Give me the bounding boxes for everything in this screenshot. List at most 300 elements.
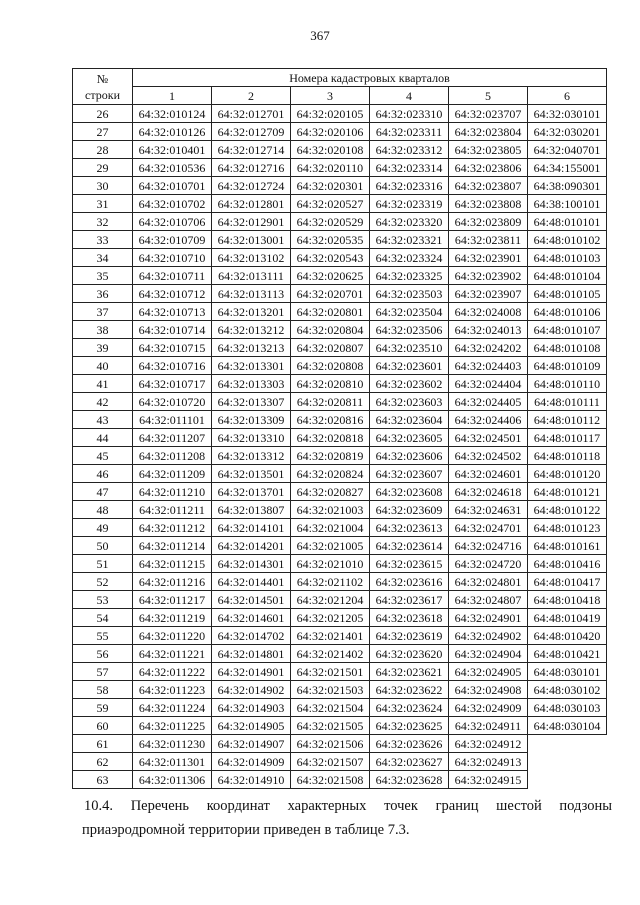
cadastral-number-cell: 64:32:013309 xyxy=(212,411,291,429)
cadastral-number-cell: 64:32:024909 xyxy=(449,699,528,717)
row-number-cell: 44 xyxy=(73,429,133,447)
cadastral-number-cell: 64:48:010417 xyxy=(528,573,607,591)
row-number-cell: 63 xyxy=(73,771,133,789)
cadastral-number-cell: 64:38:100101 xyxy=(528,195,607,213)
cadastral-number-cell: 64:48:030102 xyxy=(528,681,607,699)
row-number-cell: 46 xyxy=(73,465,133,483)
cadastral-number-cell: 64:32:013212 xyxy=(212,321,291,339)
table-row xyxy=(73,231,607,249)
cadastral-number-cell: 64:32:014601 xyxy=(212,609,291,627)
cadastral-number-cell: 64:32:021505 xyxy=(291,717,370,735)
table-row xyxy=(73,303,607,321)
cadastral-number-cell: 64:32:024905 xyxy=(449,663,528,681)
table-row xyxy=(73,177,607,195)
table-row xyxy=(73,285,607,303)
table-row xyxy=(73,609,607,627)
table-body xyxy=(73,105,607,789)
row-number-cell: 36 xyxy=(73,285,133,303)
cadastral-number-cell: 64:32:012701 xyxy=(212,105,291,123)
cadastral-number-cell: 64:32:023608 xyxy=(370,483,449,501)
cadastral-number-cell: 64:48:010108 xyxy=(528,339,607,357)
cadastral-number-cell: 64:32:011217 xyxy=(133,591,212,609)
paragraph-word: границ xyxy=(435,798,479,814)
row-number-cell: 60 xyxy=(73,717,133,735)
table-row xyxy=(73,699,607,717)
cadastral-number-cell: 64:48:010105 xyxy=(528,285,607,303)
cadastral-number-cell: 64:32:011207 xyxy=(133,429,212,447)
cadastral-number-cell: 64:32:013111 xyxy=(212,267,291,285)
cadastral-number-cell: 64:32:014901 xyxy=(212,663,291,681)
cadastral-number-cell: 64:32:020807 xyxy=(291,339,370,357)
row-number-cell: 49 xyxy=(73,519,133,537)
cadastral-number-cell: 64:32:014201 xyxy=(212,537,291,555)
cadastral-number-cell: 64:48:010122 xyxy=(528,501,607,519)
cadastral-number-cell: 64:32:023808 xyxy=(449,195,528,213)
cadastral-number-cell: 64:32:024403 xyxy=(449,357,528,375)
table-row xyxy=(73,501,607,519)
cadastral-number-cell: 64:32:023902 xyxy=(449,267,528,285)
empty-cell xyxy=(528,735,607,753)
cadastral-number-cell: 64:32:011214 xyxy=(133,537,212,555)
cadastral-number-cell: 64:32:014905 xyxy=(212,717,291,735)
row-number-cell: 31 xyxy=(73,195,133,213)
paragraph-word: 10.4. xyxy=(84,798,113,814)
row-number-cell: 41 xyxy=(73,375,133,393)
table-row xyxy=(73,411,607,429)
cadastral-number-cell: 64:32:023804 xyxy=(449,123,528,141)
cadastral-number-cell: 64:32:014702 xyxy=(212,627,291,645)
row-number-cell: 54 xyxy=(73,609,133,627)
cadastral-number-cell: 64:32:012901 xyxy=(212,213,291,231)
cadastral-number-cell: 64:32:010701 xyxy=(133,177,212,195)
cadastral-number-cell: 64:32:011225 xyxy=(133,717,212,735)
row-number-cell: 50 xyxy=(73,537,133,555)
cadastral-number-cell: 64:48:010109 xyxy=(528,357,607,375)
row-number-cell: 51 xyxy=(73,555,133,573)
cadastral-number-cell: 64:32:012714 xyxy=(212,141,291,159)
cadastral-number-cell: 64:32:011209 xyxy=(133,465,212,483)
cadastral-number-cell: 64:32:021205 xyxy=(291,609,370,627)
row-number-cell: 56 xyxy=(73,645,133,663)
table-row xyxy=(73,321,607,339)
cadastral-number-cell: 64:32:024911 xyxy=(449,717,528,735)
cadastral-number-cell: 64:48:010418 xyxy=(528,591,607,609)
cadastral-number-cell: 64:32:024913 xyxy=(449,753,528,771)
cadastral-number-cell: 64:32:020527 xyxy=(291,195,370,213)
page-number: 367 xyxy=(310,28,330,43)
cadastral-number-cell: 64:32:024601 xyxy=(449,465,528,483)
cadastral-number-cell: 64:32:024618 xyxy=(449,483,528,501)
table-header-row xyxy=(73,69,607,87)
row-number-cell: 59 xyxy=(73,699,133,717)
row-number-header xyxy=(73,69,133,105)
cadastral-number-cell: 64:48:010110 xyxy=(528,375,607,393)
cadastral-number-cell: 64:32:012716 xyxy=(212,159,291,177)
cadastral-number-cell: 64:32:011306 xyxy=(133,771,212,789)
cadastral-number-cell: 64:32:023628 xyxy=(370,771,449,789)
cadastral-number-cell: 64:32:021402 xyxy=(291,645,370,663)
row-number-cell: 45 xyxy=(73,447,133,465)
row-number-cell: 48 xyxy=(73,501,133,519)
cadastral-number-cell: 64:32:023319 xyxy=(370,195,449,213)
cadastral-number-cell: 64:32:023510 xyxy=(370,339,449,357)
cadastral-number-cell: 64:32:021204 xyxy=(291,591,370,609)
table-row xyxy=(73,123,607,141)
cadastral-number-cell: 64:32:014902 xyxy=(212,681,291,699)
cadastral-number-cell: 64:48:010121 xyxy=(528,483,607,501)
cadastral-number-cell: 64:48:010117 xyxy=(528,429,607,447)
cadastral-number-cell: 64:32:020108 xyxy=(291,141,370,159)
paragraph-word: координат xyxy=(206,798,270,814)
cadastral-number-cell: 64:32:011219 xyxy=(133,609,212,627)
cadastral-number-cell: 64:32:024406 xyxy=(449,411,528,429)
cadastral-number-cell: 64:32:020808 xyxy=(291,357,370,375)
table-row xyxy=(73,771,607,789)
table-row xyxy=(73,465,607,483)
cadastral-number-cell: 64:32:040701 xyxy=(528,141,607,159)
cadastral-number-cell: 64:32:011224 xyxy=(133,699,212,717)
table-row xyxy=(73,375,607,393)
cadastral-number-cell: 64:32:021004 xyxy=(291,519,370,537)
row-number-cell: 27 xyxy=(73,123,133,141)
cadastral-number-cell: 64:32:020811 xyxy=(291,393,370,411)
cadastral-number-cell: 64:48:030103 xyxy=(528,699,607,717)
cadastral-number-cell: 64:32:023621 xyxy=(370,663,449,681)
cadastral-number-cell: 64:32:023811 xyxy=(449,231,528,249)
cadastral-number-cell: 64:32:021401 xyxy=(291,627,370,645)
cadastral-number-cell: 64:32:023616 xyxy=(370,573,449,591)
cadastral-quarters-group-header: Номера кадастровых кварталов xyxy=(133,69,607,87)
cadastral-number-cell: 64:32:010709 xyxy=(133,231,212,249)
row-number-header-line2: строки xyxy=(85,87,120,102)
row-number-header-line1: № xyxy=(96,71,109,86)
cadastral-number-cell: 64:32:023321 xyxy=(370,231,449,249)
cadastral-number-cell: 64:32:010715 xyxy=(133,339,212,357)
cadastral-number-cell: 64:32:023314 xyxy=(370,159,449,177)
cadastral-number-cell: 64:32:023614 xyxy=(370,537,449,555)
row-number-cell: 37 xyxy=(73,303,133,321)
cadastral-number-cell: 64:32:010716 xyxy=(133,357,212,375)
cadastral-number-cell: 64:32:011301 xyxy=(133,753,212,771)
table-row xyxy=(73,393,607,411)
cadastral-number-cell: 64:32:013113 xyxy=(212,285,291,303)
cadastral-number-cell: 64:32:011215 xyxy=(133,555,212,573)
cadastral-number-cell: 64:32:023809 xyxy=(449,213,528,231)
cadastral-number-cell: 64:32:020543 xyxy=(291,249,370,267)
cadastral-number-cell: 64:32:014501 xyxy=(212,591,291,609)
cadastral-number-cell: 64:32:012709 xyxy=(212,123,291,141)
cadastral-number-cell: 64:32:023615 xyxy=(370,555,449,573)
cadastral-number-cell: 64:32:023617 xyxy=(370,591,449,609)
cadastral-number-cell: 64:32:020810 xyxy=(291,375,370,393)
cadastral-number-cell: 64:32:024912 xyxy=(449,735,528,753)
row-number-cell: 58 xyxy=(73,681,133,699)
cadastral-number-cell: 64:32:014801 xyxy=(212,645,291,663)
table-row xyxy=(73,645,607,663)
cadastral-number-cell: 64:32:010710 xyxy=(133,249,212,267)
cadastral-number-cell: 64:32:011220 xyxy=(133,627,212,645)
cadastral-number-cell: 64:32:024901 xyxy=(449,609,528,627)
cadastral-number-cell: 64:32:023603 xyxy=(370,393,449,411)
cadastral-number-cell: 64:32:010124 xyxy=(133,105,212,123)
cadastral-number-cell: 64:32:023613 xyxy=(370,519,449,537)
table-row xyxy=(73,519,607,537)
cadastral-number-cell: 64:32:013310 xyxy=(212,429,291,447)
cadastral-number-cell: 64:32:021003 xyxy=(291,501,370,519)
cadastral-number-cell: 64:32:024405 xyxy=(449,393,528,411)
cadastral-number-cell: 64:32:013201 xyxy=(212,303,291,321)
row-number-cell: 28 xyxy=(73,141,133,159)
cadastral-number-cell: 64:32:020106 xyxy=(291,123,370,141)
paragraph-line-1 xyxy=(84,794,612,818)
table-row xyxy=(73,573,607,591)
cadastral-number-cell: 64:32:024902 xyxy=(449,627,528,645)
cadastral-number-cell: 64:32:023606 xyxy=(370,447,449,465)
cadastral-number-cell: 64:32:023324 xyxy=(370,249,449,267)
cadastral-number-cell: 64:32:020804 xyxy=(291,321,370,339)
cadastral-number-cell: 64:32:030101 xyxy=(528,105,607,123)
cadastral-number-cell: 64:32:024501 xyxy=(449,429,528,447)
cadastral-number-cell: 64:32:014907 xyxy=(212,735,291,753)
cadastral-number-cell: 64:32:023604 xyxy=(370,411,449,429)
table-row xyxy=(73,195,607,213)
row-number-cell: 38 xyxy=(73,321,133,339)
cadastral-number-cell: 64:32:014910 xyxy=(212,771,291,789)
cadastral-number-cell: 64:32:014301 xyxy=(212,555,291,573)
cadastral-number-cell: 64:48:030101 xyxy=(528,663,607,681)
cadastral-number-cell: 64:32:024908 xyxy=(449,681,528,699)
table-row xyxy=(73,213,607,231)
cadastral-number-cell: 64:32:024807 xyxy=(449,591,528,609)
cadastral-number-cell: 64:32:024915 xyxy=(449,771,528,789)
cadastral-number-cell: 64:32:014401 xyxy=(212,573,291,591)
cadastral-number-cell: 64:32:023320 xyxy=(370,213,449,231)
cadastral-number-cell: 64:48:010101 xyxy=(528,213,607,231)
cadastral-number-cell: 64:32:021506 xyxy=(291,735,370,753)
table-row xyxy=(73,447,607,465)
cadastral-number-cell: 64:32:013312 xyxy=(212,447,291,465)
cadastral-number-cell: 64:32:020625 xyxy=(291,267,370,285)
table-row xyxy=(73,429,607,447)
cadastral-number-cell: 64:32:014101 xyxy=(212,519,291,537)
table-row xyxy=(73,339,607,357)
cadastral-number-cell: 64:32:020818 xyxy=(291,429,370,447)
cadastral-number-cell: 64:32:023605 xyxy=(370,429,449,447)
column-number-header: 2 xyxy=(212,87,291,105)
cadastral-number-cell: 64:48:010161 xyxy=(528,537,607,555)
cadastral-number-cell: 64:32:021010 xyxy=(291,555,370,573)
row-number-cell: 33 xyxy=(73,231,133,249)
cadastral-number-cell: 64:32:013303 xyxy=(212,375,291,393)
cadastral-number-cell: 64:32:010711 xyxy=(133,267,212,285)
cadastral-number-cell: 64:48:010416 xyxy=(528,555,607,573)
cadastral-number-cell: 64:32:024801 xyxy=(449,573,528,591)
cadastral-number-cell: 64:32:020801 xyxy=(291,303,370,321)
paragraph-word: подзоны xyxy=(559,798,612,814)
table-row xyxy=(73,537,607,555)
table-row xyxy=(73,159,607,177)
table-row xyxy=(73,735,607,753)
cadastral-number-cell: 64:32:013701 xyxy=(212,483,291,501)
cadastral-number-cell: 64:32:020819 xyxy=(291,447,370,465)
cadastral-number-cell: 64:32:023316 xyxy=(370,177,449,195)
row-number-cell: 29 xyxy=(73,159,133,177)
cadastral-number-cell: 64:32:011212 xyxy=(133,519,212,537)
row-number-cell: 40 xyxy=(73,357,133,375)
cadastral-number-cell: 64:32:023624 xyxy=(370,699,449,717)
paragraph-word: характерных xyxy=(287,798,367,814)
row-number-cell: 61 xyxy=(73,735,133,753)
paragraph-line-2: приаэродромной территории приведен в таблице 7.3. xyxy=(82,822,410,838)
row-number-cell: 30 xyxy=(73,177,133,195)
cadastral-number-cell: 64:32:013001 xyxy=(212,231,291,249)
cadastral-number-cell: 64:32:010706 xyxy=(133,213,212,231)
table-row xyxy=(73,591,607,609)
cadastral-number-cell: 64:32:023805 xyxy=(449,141,528,159)
cadastral-number-cell: 64:32:010126 xyxy=(133,123,212,141)
cadastral-number-cell: 64:32:020529 xyxy=(291,213,370,231)
table-row xyxy=(73,663,607,681)
cadastral-number-cell: 64:32:012801 xyxy=(212,195,291,213)
cadastral-number-cell: 64:32:011222 xyxy=(133,663,212,681)
cadastral-number-cell: 64:32:023506 xyxy=(370,321,449,339)
table-row xyxy=(73,717,607,735)
row-number-cell: 32 xyxy=(73,213,133,231)
cadastral-number-cell: 64:32:010713 xyxy=(133,303,212,321)
cadastral-number-cell: 64:32:011223 xyxy=(133,681,212,699)
cadastral-number-cell: 64:32:021503 xyxy=(291,681,370,699)
cadastral-number-cell: 64:32:023325 xyxy=(370,267,449,285)
cadastral-number-cell: 64:32:020110 xyxy=(291,159,370,177)
cadastral-number-cell: 64:32:023806 xyxy=(449,159,528,177)
cadastral-number-cell: 64:32:013102 xyxy=(212,249,291,267)
section-paragraph xyxy=(84,794,612,842)
cadastral-number-cell: 64:32:024008 xyxy=(449,303,528,321)
table-row xyxy=(73,555,607,573)
cadastral-number-cell: 64:32:013501 xyxy=(212,465,291,483)
cadastral-number-cell: 64:48:030104 xyxy=(528,717,607,735)
cadastral-number-cell: 64:32:011208 xyxy=(133,447,212,465)
cadastral-number-cell: 64:48:010420 xyxy=(528,627,607,645)
cadastral-number-cell: 64:32:020301 xyxy=(291,177,370,195)
row-number-cell: 34 xyxy=(73,249,133,267)
cadastral-quarters-table xyxy=(72,68,607,789)
empty-cell xyxy=(528,771,607,789)
cadastral-number-cell: 64:32:021102 xyxy=(291,573,370,591)
row-number-cell: 55 xyxy=(73,627,133,645)
cadastral-number-cell: 64:32:011211 xyxy=(133,501,212,519)
cadastral-number-cell: 64:32:024904 xyxy=(449,645,528,663)
cadastral-number-cell: 64:48:010421 xyxy=(528,645,607,663)
cadastral-number-cell: 64:32:023503 xyxy=(370,285,449,303)
cadastral-number-cell: 64:32:013301 xyxy=(212,357,291,375)
table-row xyxy=(73,483,607,501)
cadastral-number-cell: 64:32:023622 xyxy=(370,681,449,699)
cadastral-number-cell: 64:32:021507 xyxy=(291,753,370,771)
column-number-header: 3 xyxy=(291,87,370,105)
row-number-cell: 52 xyxy=(73,573,133,591)
table-row xyxy=(73,141,607,159)
cadastral-number-cell: 64:32:010536 xyxy=(133,159,212,177)
cadastral-number-cell: 64:32:010720 xyxy=(133,393,212,411)
cadastral-number-cell: 64:32:023625 xyxy=(370,717,449,735)
cadastral-number-cell: 64:32:023602 xyxy=(370,375,449,393)
cadastral-number-cell: 64:32:024701 xyxy=(449,519,528,537)
column-number-header: 5 xyxy=(449,87,528,105)
cadastral-number-cell: 64:32:024202 xyxy=(449,339,528,357)
cadastral-number-cell: 64:32:010702 xyxy=(133,195,212,213)
cadastral-number-cell: 64:32:011210 xyxy=(133,483,212,501)
cadastral-number-cell: 64:32:023618 xyxy=(370,609,449,627)
cadastral-number-cell: 64:32:014909 xyxy=(212,753,291,771)
cadastral-number-cell: 64:32:010717 xyxy=(133,375,212,393)
row-number-cell: 57 xyxy=(73,663,133,681)
cadastral-number-cell: 64:32:020824 xyxy=(291,465,370,483)
cadastral-number-cell: 64:34:155001 xyxy=(528,159,607,177)
cadastral-number-cell: 64:32:012724 xyxy=(212,177,291,195)
cadastral-number-cell: 64:32:021504 xyxy=(291,699,370,717)
cadastral-number-cell: 64:32:023619 xyxy=(370,627,449,645)
row-number-cell: 53 xyxy=(73,591,133,609)
column-number-header: 6 xyxy=(528,87,607,105)
cadastral-number-cell: 64:32:024502 xyxy=(449,447,528,465)
cadastral-number-cell: 64:32:030201 xyxy=(528,123,607,141)
column-number-header: 4 xyxy=(370,87,449,105)
paragraph-word: шестой xyxy=(496,798,542,814)
cadastral-number-cell: 64:32:023907 xyxy=(449,285,528,303)
cadastral-number-cell: 64:32:023707 xyxy=(449,105,528,123)
cadastral-number-cell: 64:32:024013 xyxy=(449,321,528,339)
cadastral-number-cell: 64:32:020827 xyxy=(291,483,370,501)
table-row xyxy=(73,249,607,267)
cadastral-number-cell: 64:32:023601 xyxy=(370,357,449,375)
column-number-header: 1 xyxy=(133,87,212,105)
cadastral-number-cell: 64:32:023310 xyxy=(370,105,449,123)
table-row xyxy=(73,267,607,285)
cadastral-number-cell: 64:32:023807 xyxy=(449,177,528,195)
row-number-cell: 26 xyxy=(73,105,133,123)
row-number-cell: 39 xyxy=(73,339,133,357)
cadastral-number-cell: 64:32:010714 xyxy=(133,321,212,339)
column-number-header-row xyxy=(73,87,607,105)
cadastral-number-cell: 64:32:023626 xyxy=(370,735,449,753)
empty-cell xyxy=(528,753,607,771)
cadastral-number-cell: 64:32:020105 xyxy=(291,105,370,123)
cadastral-number-cell: 64:48:010118 xyxy=(528,447,607,465)
cadastral-number-cell: 64:32:020816 xyxy=(291,411,370,429)
cadastral-number-cell: 64:32:024631 xyxy=(449,501,528,519)
table-row xyxy=(73,357,607,375)
cadastral-number-cell: 64:48:010102 xyxy=(528,231,607,249)
cadastral-number-cell: 64:32:023607 xyxy=(370,465,449,483)
cadastral-number-cell: 64:48:010103 xyxy=(528,249,607,267)
cadastral-number-cell: 64:32:020701 xyxy=(291,285,370,303)
cadastral-number-cell: 64:32:023627 xyxy=(370,753,449,771)
cadastral-number-cell: 64:32:014903 xyxy=(212,699,291,717)
cadastral-number-cell: 64:38:090301 xyxy=(528,177,607,195)
cadastral-number-cell: 64:48:010106 xyxy=(528,303,607,321)
cadastral-number-cell: 64:48:010107 xyxy=(528,321,607,339)
table-row xyxy=(73,105,607,123)
row-number-cell: 35 xyxy=(73,267,133,285)
cadastral-number-cell: 64:32:020535 xyxy=(291,231,370,249)
cadastral-number-cell: 64:48:010120 xyxy=(528,465,607,483)
cadastral-number-cell: 64:32:023901 xyxy=(449,249,528,267)
cadastral-number-cell: 64:32:010712 xyxy=(133,285,212,303)
cadastral-number-cell: 64:48:010419 xyxy=(528,609,607,627)
cadastral-number-cell: 64:32:010401 xyxy=(133,141,212,159)
table-row xyxy=(73,681,607,699)
